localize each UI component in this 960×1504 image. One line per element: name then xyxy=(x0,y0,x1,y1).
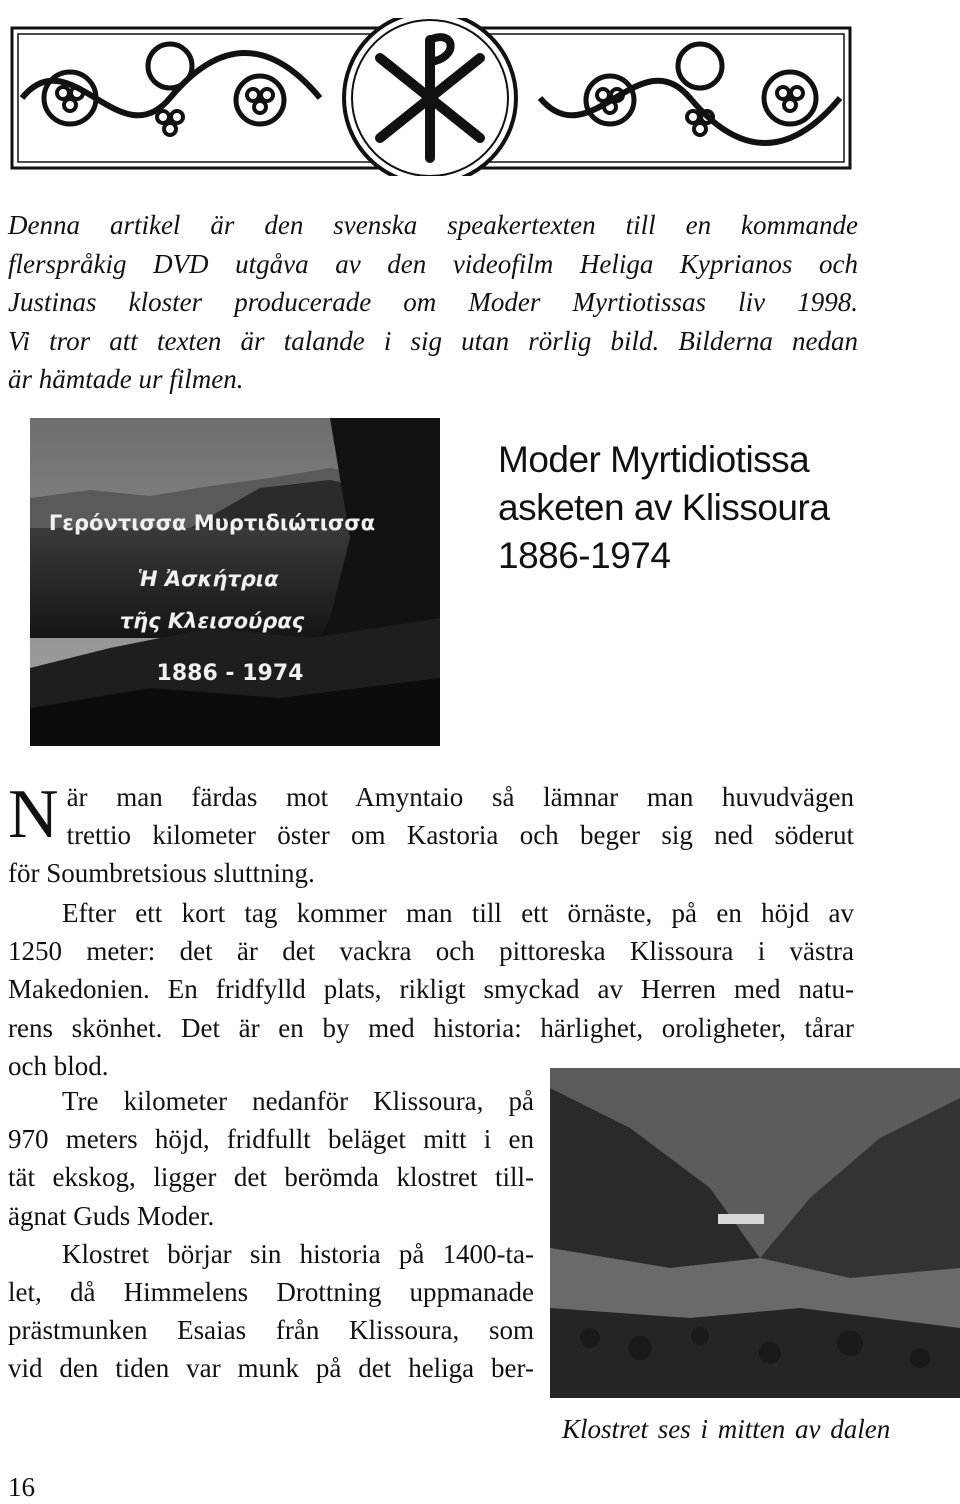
overlay-text: τῆς Κλεισούρας xyxy=(119,609,305,633)
overlay-text: 1886 - 1974 xyxy=(156,661,304,686)
body-line: prästmunken Esaias från Klissoura, som xyxy=(8,1315,534,1346)
paragraph-1 xyxy=(8,778,854,893)
body-line: 970 meters höjd, fridfullt beläget mitt i en xyxy=(8,1124,534,1155)
paragraph-3 xyxy=(8,1082,534,1388)
body-line: och blod. xyxy=(8,1050,109,1081)
intro-line: Vi tror att texten är talande i sig utan rörlig bild. Bilderna nedan xyxy=(8,325,858,356)
body-line: trettio kilometer öster om Kastoria och beger sig ned söderut xyxy=(66,820,854,851)
body-line: let, då Himmelens Drottning uppmanade xyxy=(8,1277,534,1308)
overlay-text: Γερόντισσα Μυρτιδιώτισσα xyxy=(48,511,376,535)
intro-line: flerspråkig DVD utgåva av den videofilm Heliga Kyprianos och xyxy=(8,248,858,279)
body-line: Makedonien. En fridfylld plats, rikligt smyckad av Herren med natu- xyxy=(8,974,854,1005)
body-line: Tre kilometer nedanför Klissoura, på xyxy=(62,1086,534,1116)
ornamental-header xyxy=(10,18,852,176)
overlay-text: Ἡ Ἀσκήτρια xyxy=(137,567,279,591)
page-number: 16 xyxy=(8,1472,35,1502)
body-line: tät ekskog, ligger det berömda klostret till- xyxy=(8,1162,534,1193)
body-line: rens skönhet. Det är en by med historia: härlighet, oroligheter, tårar xyxy=(8,1012,854,1043)
title-line: Moder Myrtidiotissa xyxy=(498,439,810,480)
valley-photo xyxy=(550,1068,960,1398)
body-line: Efter ett kort tag kommer man till ett örnäste, på en höjd av xyxy=(62,898,854,928)
title-line: 1886-1974 xyxy=(498,535,671,576)
body-line: för Soumbretsious sluttning. xyxy=(8,858,315,889)
intro-line: är hämtade ur filmen. xyxy=(8,364,244,394)
body-line: är man färdas mot Amyntaio så lämnar man huvudvägen xyxy=(66,782,854,812)
drop-cap: N xyxy=(8,776,59,853)
paragraph-2 xyxy=(8,894,854,1085)
body-line: vid den tiden var munk på det heliga ber- xyxy=(8,1353,534,1384)
chi-rho-ornament-icon xyxy=(10,18,852,176)
body-line: ägnat Guds Moder. xyxy=(8,1200,215,1231)
title-block xyxy=(498,436,938,580)
body-line: 1250 meter: det är det vackra och pittoreska Klissoura i västra xyxy=(8,936,854,967)
film-still-image xyxy=(30,418,440,746)
body-line: Klostret börjar sin historia på 1400-ta- xyxy=(62,1238,534,1269)
intro-line: Justinas kloster producerade om Moder Myrtiotissas liv 1998. xyxy=(8,287,858,317)
intro-line: Denna artikel är den svenska speakertexten till en kommande xyxy=(8,210,858,240)
intro-note xyxy=(8,206,858,399)
title-line: asketen av Klissoura xyxy=(498,487,830,528)
photo-caption: Klostret ses i mitten av dalen xyxy=(562,1414,891,1444)
